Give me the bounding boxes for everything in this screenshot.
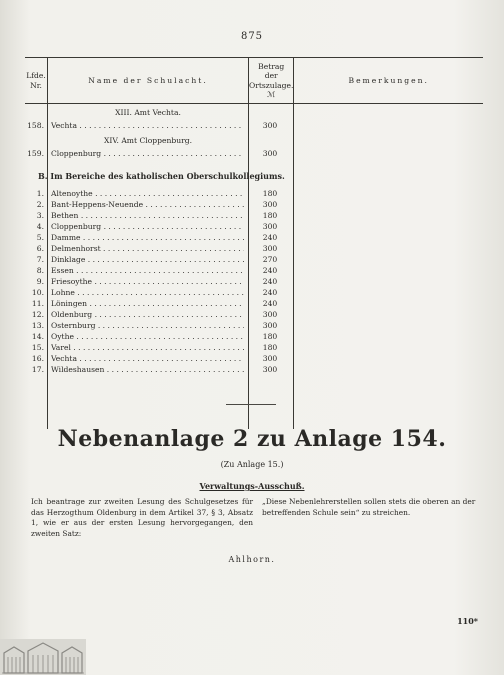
- row-number: [25, 287, 47, 298]
- row-number-text: 16.: [31, 354, 44, 363]
- allowance-value: 270: [262, 255, 278, 264]
- school-name: Bant-Heppens-Neuende . . .: [51, 199, 244, 210]
- row-number-text: 15.: [31, 343, 44, 352]
- row-name: [48, 221, 248, 232]
- allowance-value: 240: [262, 266, 278, 275]
- allowance-value: 300: [262, 310, 278, 319]
- row-name: [48, 287, 248, 298]
- row-number-text: 1.: [36, 189, 44, 198]
- row-number-text: 5.: [36, 233, 44, 242]
- row-value: [249, 221, 293, 232]
- row-number-text: 12.: [31, 310, 44, 319]
- quoted-sentence: „Diese Nebenlehrerstellen sollen stets die oberen an der betreffenden Schule sein“ zu streichen.: [262, 497, 476, 517]
- nr-column: [25, 104, 48, 430]
- row-name: [48, 232, 248, 243]
- row-number: [25, 232, 47, 243]
- row-value: [249, 199, 293, 210]
- row-value: [249, 320, 293, 331]
- allowance-value: 240: [262, 277, 278, 286]
- row-name: [48, 353, 248, 364]
- row-number: [25, 298, 47, 309]
- document-title: Nebenanlage 2 zu Anlage 154.: [57, 426, 447, 452]
- row-name: [48, 254, 248, 265]
- row-number-text: 2.: [36, 200, 44, 209]
- row-number: [25, 148, 47, 159]
- row-value: [249, 287, 293, 298]
- school-name: Essen . . .: [51, 265, 244, 276]
- school-name: Damme . . .: [51, 232, 244, 243]
- row-name: [48, 276, 248, 287]
- row-name: [48, 210, 248, 221]
- row-number-text: 11.: [31, 299, 44, 308]
- document-subtitle: (Zu Anlage 15.): [220, 460, 284, 469]
- row-name: [48, 120, 248, 131]
- school-name: Friesoythe . . .: [51, 276, 244, 287]
- row-number: [25, 276, 47, 287]
- school-name: Osternburg . . .: [51, 320, 244, 331]
- allowance-value: 240: [262, 299, 278, 308]
- allowance-value: 180: [262, 332, 278, 341]
- row-value: [249, 188, 293, 199]
- header-bemerkungen: Bemerkungen.: [294, 58, 483, 104]
- footer-number: 110*: [457, 616, 478, 626]
- row-number-text: 9.: [36, 277, 44, 286]
- school-name: Vechta . . .: [51, 120, 244, 131]
- row-number-text: 159.: [27, 149, 44, 158]
- row-number: [25, 364, 47, 375]
- library-building-logo: [0, 639, 86, 675]
- row-value: [249, 232, 293, 243]
- row-number: [25, 353, 47, 364]
- school-name: Vechta . . .: [51, 353, 244, 364]
- row-name: [48, 298, 248, 309]
- allowance-value: 240: [262, 288, 278, 297]
- row-number: [25, 309, 47, 320]
- allowance-value: 300: [262, 149, 278, 158]
- row-value: [249, 342, 293, 353]
- row-name: [48, 320, 248, 331]
- header-betrag-line1: Betrag: [258, 62, 285, 72]
- allowance-value: 300: [262, 200, 278, 209]
- allowance-value: 300: [262, 222, 278, 231]
- row-value: [249, 364, 293, 375]
- allowance-value: 180: [262, 189, 278, 198]
- motion-paragraph: Ich beantrage zur zweiten Lesung des Schulgesetzes für das Herzogthum Oldenburg in dem Artikel 37, § 3, Absatz 1, wie er aus der ersten Lesung hervorgegangen, den zweiten Satz:: [31, 497, 253, 538]
- row-value: [249, 276, 293, 287]
- row-number: [25, 320, 47, 331]
- row-name: [48, 342, 248, 353]
- row-value: [249, 254, 293, 265]
- row-number-text: 17.: [31, 365, 44, 374]
- header-nr-line1: Lfde.: [26, 71, 46, 81]
- row-value: [249, 309, 293, 320]
- header-nr-line2: Nr.: [30, 80, 42, 90]
- schulacht-table: [25, 57, 483, 429]
- row-number-text: 13.: [31, 321, 44, 330]
- separator-rule: [226, 404, 276, 405]
- school-name: Cloppenburg . . .: [51, 148, 244, 159]
- allowance-value: 300: [262, 354, 278, 363]
- header-betrag-line2: der: [264, 71, 278, 81]
- row-number-text: 14.: [31, 332, 44, 341]
- row-number: [25, 243, 47, 254]
- section-heading-xiii: XIII. Amt Vechta.: [115, 108, 181, 117]
- remarks-column: [294, 104, 483, 430]
- header-betrag-line3: Ortszulage.: [249, 80, 294, 90]
- row-name: [48, 331, 248, 342]
- row-value: [249, 353, 293, 364]
- school-name: Oythe . . .: [51, 331, 244, 342]
- row-name: [48, 188, 248, 199]
- row-number: [25, 120, 47, 131]
- school-name: Delmenhorst . . .: [51, 243, 244, 254]
- row-number: [25, 188, 47, 199]
- row-number-text: 3.: [36, 211, 44, 220]
- row-value: [249, 148, 293, 159]
- row-name: [48, 199, 248, 210]
- school-name: Altenoythe . . .: [51, 188, 244, 199]
- row-number-text: 158.: [27, 121, 44, 130]
- row-name: [48, 243, 248, 254]
- row-number-text: 7.: [36, 255, 44, 264]
- row-number: [25, 210, 47, 221]
- header-betrag-unit: ℳ: [267, 89, 276, 99]
- header-betrag: [249, 58, 294, 104]
- row-value: [249, 243, 293, 254]
- row-number-text: 8.: [36, 266, 44, 275]
- allowance-value: 240: [262, 233, 278, 242]
- allowance-value: 300: [262, 244, 278, 253]
- row-number: [25, 199, 47, 210]
- committee-heading: Verwaltungs-Ausschuß.: [199, 481, 305, 491]
- page-number: 875: [240, 31, 264, 42]
- row-number-text: 6.: [36, 244, 44, 253]
- row-number-text: 4.: [36, 222, 44, 231]
- allowance-value: 180: [262, 343, 278, 352]
- header-nr: [25, 58, 48, 104]
- school-name: Varel . . .: [51, 342, 244, 353]
- allowance-value: 300: [262, 365, 278, 374]
- row-name: [48, 364, 248, 375]
- row-name: [48, 265, 248, 276]
- value-column: [249, 104, 294, 430]
- signature: Ahlhorn.: [228, 555, 276, 564]
- row-value: [249, 331, 293, 342]
- row-number: [25, 342, 47, 353]
- allowance-value: 300: [262, 321, 278, 330]
- school-name: Löningen . . .: [51, 298, 244, 309]
- row-number-text: 10.: [31, 288, 44, 297]
- row-value: [249, 298, 293, 309]
- section-heading-xiv: XIV. Amt Cloppenburg.: [103, 136, 193, 145]
- row-number: [25, 221, 47, 232]
- row-value: [249, 120, 293, 131]
- header-name: Name der Schulacht.: [48, 58, 249, 104]
- school-name: Wildeshausen . . .: [51, 364, 244, 375]
- row-number: [25, 265, 47, 276]
- row-name: [48, 148, 248, 159]
- row-number: [25, 331, 47, 342]
- school-name: Oldenburg . . .: [51, 309, 244, 320]
- row-name: [48, 309, 248, 320]
- school-name: Dinklage . . .: [51, 254, 244, 265]
- row-number: [25, 254, 47, 265]
- school-name: Cloppenburg . . .: [51, 221, 244, 232]
- allowance-value: 300: [262, 121, 278, 130]
- row-value: [249, 210, 293, 221]
- school-name: Lohne . . .: [51, 287, 244, 298]
- section-heading-b: B. Im Bereiche des katholischen Oberschulkollegiums.: [38, 171, 285, 181]
- row-value: [249, 265, 293, 276]
- allowance-value: 180: [262, 211, 278, 220]
- school-name: Bethen . . .: [51, 210, 244, 221]
